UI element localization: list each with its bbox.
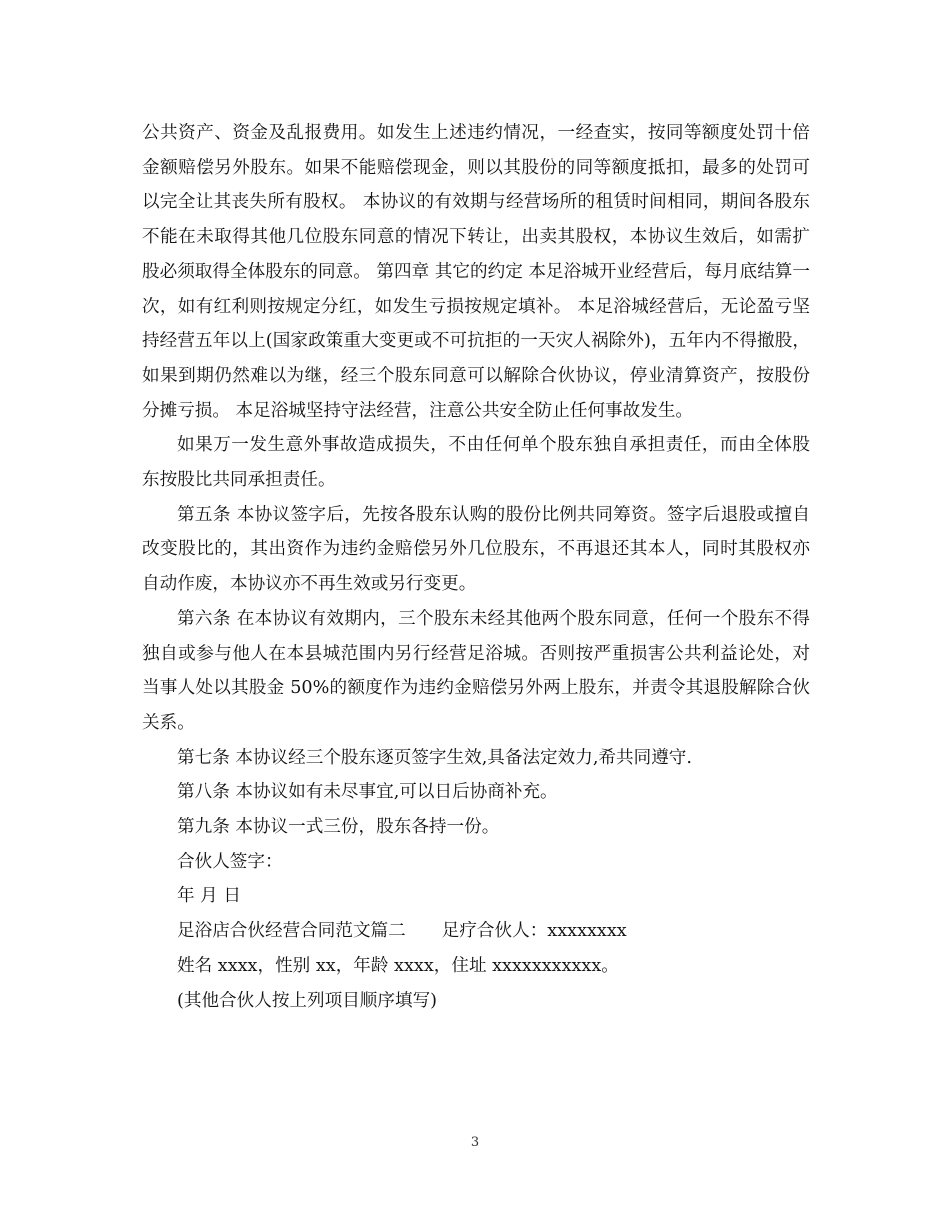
line-article-seven: 第七条 本协议经三个股东逐页签字生效,具备法定效力,希共同遵守. — [177, 747, 692, 768]
line-partner-signature: 合伙人签字： — [177, 851, 283, 872]
paragraph-article-five: 第五条 本协议签字后，先按各股东认购的股份比例共同筹资。签字后退股或擅自改变股比的，其出资作为违约金赔偿另外几位股东，不再退还其本人，同时其股权亦自动作废，本协议亦不再生效或另行变更。 — [142, 504, 810, 595]
line-article-eight: 第八条 本协议如有未尽事宜,可以日后协商补充。 — [177, 782, 558, 803]
sample-heading: 足浴店合伙经营合同范文篇二 — [177, 921, 406, 942]
document-body — [142, 116, 810, 1018]
partner-label: 足疗合伙人：xxxxxxxx — [441, 921, 627, 942]
line-date: 年 月 日 — [177, 886, 241, 907]
line-partner-info: 姓名 xxxx，性别 xx，年龄 xxxx，住址 xxxxxxxxxxx。 — [177, 955, 619, 976]
line-other-partners-note: (其他合伙人按上列项目顺序填写) — [177, 990, 438, 1011]
page-number: 3 — [470, 1135, 480, 1150]
line-article-nine: 第九条 本协议一式三份，股东各持一份。 — [177, 817, 500, 838]
paragraph-accident-liability: 如果万一发生意外事故造成损失，不由任何单个股东独自承担责任，而由全体股东按股比共同承担责任。 — [142, 435, 810, 491]
paragraph-penalty-and-chapter-four: 公共资产、资金及乱报费用。如发生上述违约情况，一经查实，按同等额度处罚十倍金额赔偿另外股东。如果不能赔偿现金，则以其股份的同等额度抵扣，最多的处罚可以完全让其丧失所有股权。 本协议的有效期与经营场所的租赁时间相同，期间各股东不能在未取得其他几位股东同意的情况下转让，出卖其股权，本协议生效后，如需扩股必须取得全体股东的同意。 第四章 其它的约定 本足浴城开业经营后，每月底结算一次，如有红利则按规定分红，如发生亏损按规定填补。 本足浴城经营后，无论盈亏坚持经营五年以上(国家政策重大变更或不可抗拒的一天灾人祸除外)，五年内不得撤股，如果到期仍然难以为继，经三个股东同意可以解除合伙协议，停业清算资产，按股份分摊亏损。 本足浴城坚持守法经营，注意公共安全防止任何事故发生。 — [142, 123, 810, 421]
paragraph-article-six: 第六条 在本协议有效期内，三个股东未经其他两个股东同意，任何一个股东不得独自或参与他人在本县城范围内另行经营足浴城。否则按严重损害公共利益论处，对当事人处以其股金 50%的额度作为违约金赔偿另外两上股东，并责令其退股解除合伙关系。 — [142, 608, 810, 733]
line-sample-heading — [142, 914, 810, 949]
